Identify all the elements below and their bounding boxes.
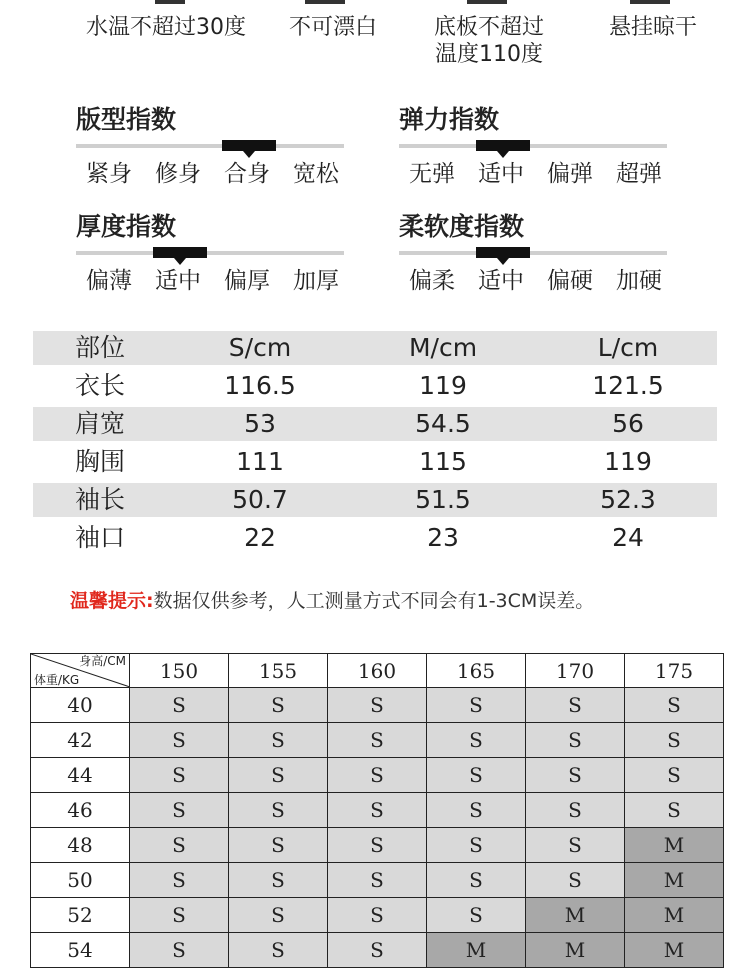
grid-row bbox=[31, 723, 724, 758]
index-title: 厚度指数 bbox=[76, 212, 177, 241]
grid-size-cell: S bbox=[229, 793, 328, 828]
size-table-value: 111 bbox=[236, 447, 284, 476]
care-label-hang-dry: 悬挂晾干 bbox=[608, 15, 697, 40]
size-table-row bbox=[33, 407, 717, 441]
size-table-row bbox=[33, 483, 717, 517]
size-table-value: 23 bbox=[427, 523, 459, 552]
grid-size-cell: S bbox=[427, 723, 526, 758]
care-label-water-temp: 水温不超过30度 bbox=[86, 15, 246, 40]
index-option: 无弹 bbox=[409, 161, 455, 187]
grid-size-cell: M bbox=[625, 828, 724, 863]
grid-size-cell: S bbox=[427, 758, 526, 793]
grid-height-header: 175 bbox=[625, 654, 724, 688]
size-table-part: 胸围 bbox=[75, 447, 126, 476]
grid-size-cell: S bbox=[526, 863, 625, 898]
size-table-header-cell: 部位 bbox=[75, 333, 126, 362]
grid-weight-cell: 46 bbox=[31, 793, 130, 828]
grid-size-cell: S bbox=[229, 688, 328, 723]
size-table-header bbox=[33, 331, 717, 365]
grid-row bbox=[31, 793, 724, 828]
index-option: 适中 bbox=[155, 268, 201, 294]
grid-size-cell: S bbox=[427, 793, 526, 828]
grid-header-row bbox=[31, 654, 724, 688]
grid-size-cell: S bbox=[130, 898, 229, 933]
index-title: 弹力指数 bbox=[399, 105, 500, 134]
care-label-iron: 底板不超过 温度110度 bbox=[433, 15, 544, 67]
index-title: 柔软度指数 bbox=[399, 212, 525, 241]
size-table-value: 116.5 bbox=[224, 371, 296, 400]
grid-row bbox=[31, 933, 724, 968]
size-table-value: 52.3 bbox=[600, 485, 656, 514]
grid-row bbox=[31, 758, 724, 793]
size-table-value: 56 bbox=[612, 409, 644, 438]
grid-corner-cell bbox=[31, 654, 130, 688]
grid-size-cell: S bbox=[526, 828, 625, 863]
grid-size-cell: M bbox=[526, 898, 625, 933]
grid-size-cell: M bbox=[625, 898, 724, 933]
index-option: 适中 bbox=[478, 161, 524, 187]
size-table-value: 22 bbox=[244, 523, 276, 552]
index-selected-marker bbox=[476, 140, 530, 151]
size-table-header-cell: M/cm bbox=[408, 333, 478, 362]
grid-size-cell: S bbox=[625, 723, 724, 758]
size-table-row bbox=[33, 369, 717, 403]
size-table-part: 袖长 bbox=[75, 485, 126, 514]
grid-size-cell: S bbox=[328, 793, 427, 828]
grid-size-cell: S bbox=[328, 723, 427, 758]
grid-size-cell: S bbox=[229, 863, 328, 898]
grid-size-cell: S bbox=[526, 723, 625, 758]
grid-weight-cell: 40 bbox=[31, 688, 130, 723]
size-table-row bbox=[33, 521, 717, 555]
grid-size-cell: S bbox=[229, 723, 328, 758]
index-scale-track bbox=[399, 144, 667, 148]
index-option: 适中 bbox=[478, 268, 524, 294]
size-table-part: 袖口 bbox=[75, 523, 126, 552]
grid-size-cell: S bbox=[625, 688, 724, 723]
grid-size-cell: S bbox=[130, 863, 229, 898]
size-table-value: 54.5 bbox=[415, 409, 471, 438]
index-option: 偏薄 bbox=[86, 268, 132, 294]
grid-weight-cell: 42 bbox=[31, 723, 130, 758]
grid-size-cell: S bbox=[130, 758, 229, 793]
grid-weight-cell: 54 bbox=[31, 933, 130, 968]
grid-size-cell: S bbox=[427, 898, 526, 933]
grid-height-header: 165 bbox=[427, 654, 526, 688]
size-table-value: 119 bbox=[604, 447, 652, 476]
grid-weight-cell: 48 bbox=[31, 828, 130, 863]
index-selected-marker bbox=[153, 247, 207, 258]
grid-size-cell: S bbox=[526, 688, 625, 723]
size-table-value: 121.5 bbox=[592, 371, 664, 400]
grid-height-header: 170 bbox=[526, 654, 625, 688]
index-scale-track bbox=[76, 251, 344, 255]
grid-size-cell: S bbox=[229, 828, 328, 863]
grid-weight-cell: 50 bbox=[31, 863, 130, 898]
index-option: 偏硬 bbox=[547, 268, 593, 294]
grid-size-cell: S bbox=[229, 933, 328, 968]
index-selected-marker bbox=[476, 247, 530, 258]
index-option: 修身 bbox=[155, 161, 201, 187]
index-option: 加厚 bbox=[293, 268, 339, 294]
grid-size-cell: S bbox=[130, 688, 229, 723]
grid-height-header: 150 bbox=[130, 654, 229, 688]
care-icon-hang-dry bbox=[630, 0, 670, 4]
index-option: 紧身 bbox=[86, 161, 132, 187]
index-selected-marker bbox=[222, 140, 276, 151]
care-icon-no-bleach bbox=[305, 0, 345, 4]
index-title: 版型指数 bbox=[76, 105, 177, 134]
grid-size-cell: S bbox=[625, 793, 724, 828]
grid-size-cell: S bbox=[328, 863, 427, 898]
care-icon-water-temp bbox=[155, 0, 185, 4]
size-table-value: 24 bbox=[612, 523, 644, 552]
care-icon-iron bbox=[467, 0, 507, 4]
grid-size-cell: S bbox=[130, 828, 229, 863]
size-table-header-cell: L/cm bbox=[597, 333, 659, 362]
grid-size-cell: S bbox=[526, 793, 625, 828]
grid-size-cell: S bbox=[427, 688, 526, 723]
index-option: 超弹 bbox=[616, 161, 662, 187]
grid-size-cell: S bbox=[328, 828, 427, 863]
size-table-value: 51.5 bbox=[415, 485, 471, 514]
grid-row bbox=[31, 688, 724, 723]
size-table-part: 衣长 bbox=[75, 371, 126, 400]
grid-size-cell: S bbox=[427, 828, 526, 863]
grid-weight-cell: 44 bbox=[31, 758, 130, 793]
measurement-tip bbox=[70, 587, 594, 615]
grid-weight-cell: 52 bbox=[31, 898, 130, 933]
grid-size-cell: S bbox=[130, 723, 229, 758]
size-table-value: 53 bbox=[244, 409, 276, 438]
height-axis-label: 身高/CM bbox=[79, 654, 126, 668]
weight-axis-label: 体重/KG bbox=[34, 673, 80, 687]
grid-height-header: 160 bbox=[328, 654, 427, 688]
grid-size-cell: S bbox=[229, 758, 328, 793]
grid-size-cell: S bbox=[427, 863, 526, 898]
tip-text: 数据仅供参考，人工测量方式不同会有1-3CM误差。 bbox=[153, 590, 595, 612]
size-table-value: 119 bbox=[419, 371, 467, 400]
grid-size-cell: S bbox=[328, 758, 427, 793]
size-table-value: 50.7 bbox=[232, 485, 288, 514]
grid-size-cell: S bbox=[625, 758, 724, 793]
grid-row bbox=[31, 898, 724, 933]
care-label-no-bleach: 不可漂白 bbox=[288, 15, 377, 40]
index-option: 偏弹 bbox=[547, 161, 593, 187]
grid-size-cell: S bbox=[229, 898, 328, 933]
index-option: 宽松 bbox=[293, 161, 339, 187]
size-table-header-cell: S/cm bbox=[228, 333, 292, 362]
tip-label: 温馨提示: bbox=[70, 590, 154, 612]
grid-height-header: 155 bbox=[229, 654, 328, 688]
grid-size-cell: S bbox=[328, 688, 427, 723]
grid-row bbox=[31, 828, 724, 863]
grid-row bbox=[31, 863, 724, 898]
size-table-row bbox=[33, 445, 717, 479]
grid-size-cell: M bbox=[427, 933, 526, 968]
index-scale-track bbox=[399, 251, 667, 255]
index-option: 偏厚 bbox=[224, 268, 270, 294]
grid-size-cell: M bbox=[625, 863, 724, 898]
grid-size-cell: S bbox=[130, 793, 229, 828]
grid-size-cell: M bbox=[625, 933, 724, 968]
index-option: 合身 bbox=[224, 161, 270, 187]
size-recommendation-grid bbox=[30, 653, 724, 968]
index-option: 加硬 bbox=[616, 268, 662, 294]
grid-size-cell: S bbox=[328, 933, 427, 968]
grid-size-cell: S bbox=[328, 898, 427, 933]
size-table-part: 肩宽 bbox=[75, 409, 126, 438]
grid-size-cell: S bbox=[526, 758, 625, 793]
index-option: 偏柔 bbox=[409, 268, 455, 294]
grid-size-cell: M bbox=[526, 933, 625, 968]
index-scale-track bbox=[76, 144, 344, 148]
grid-size-cell: S bbox=[130, 933, 229, 968]
size-table-value: 115 bbox=[419, 447, 467, 476]
